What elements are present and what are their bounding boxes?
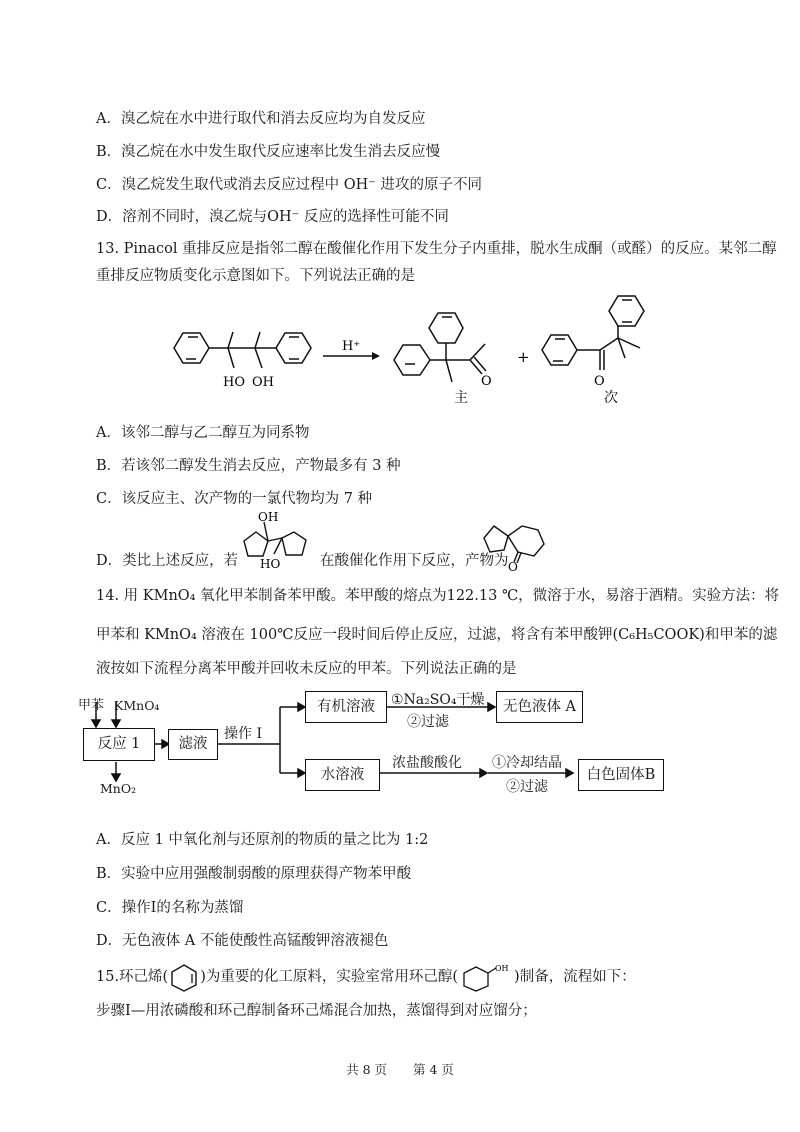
cyclohexene-structure [168,962,200,992]
q15-step-1: 步骤Ⅰ—用浓磷酸和环己醇制备环己烯混合加热，蒸馏得到对应馏分； [96,1003,537,1019]
q13-stem-line1: 13. Pinacol 重排反应是指邻二醇在酸催化作用下发生分子内重排，脱水生成酮（或醛）的反应。某邻二醇 [96,241,777,257]
hydroxyl-label: HO [223,375,245,390]
kmno4-label: KMnO₄ [114,698,160,713]
spiro-ketone-structure [478,508,550,572]
q14-option-c: C．操作I的名称为蒸馏 [96,900,244,916]
minor-product-label: 次 [604,390,618,406]
q12-option-c-text: C．溴乙烷发生取代或消去反应过程中 [96,177,340,193]
q12-option-d-text-end: 反应的选择性可能不同 [303,209,449,225]
q14-option-a: A．反应 1 中氧化剂与还原剂的物质的量之比为 1:2 [96,832,429,848]
cyclohexanol-structure [458,962,514,992]
q15-stem-start: 15.环己烯( [96,969,169,985]
acidify-step-label: 浓盐酸酸化 [392,755,462,771]
page-footer [0,1060,800,1078]
q14-stem-line2: 甲苯和 KMnO₄ 溶液在 100℃反应一段时间后停止反应，过滤，将含有苯甲酸钾(C₆H₅COOK)和甲苯的滤 [96,627,778,643]
hydroxide-ion: OH⁻ [267,209,300,225]
q13-option-d-prefix: D．类比上述反应，若 [96,553,239,569]
cyclopentane-ring-icon [244,532,268,556]
q14-stem-line3: 液按如下流程分离苯甲酸并回收未反应的甲苯。下列说法正确的是 [96,661,517,677]
q14-stem-line1: 14. 用 KMnO₄ 氧化甲苯制备苯甲酸。苯甲酸的熔点为122.13 ℃，微溶于水，易溶于酒精。实验方法：将 [96,588,780,604]
filtrate-box: 滤液 [168,729,218,760]
pinacol-reaction-scheme [0,290,800,415]
acid-catalyst-label: H⁺ [342,339,361,354]
filter-step-label: ②过滤 [506,779,548,795]
dry-step-label: ①Na₂SO₄干燥 [391,692,485,708]
q15-stem-end: )制备，流程如下： [514,969,636,985]
colorless-liquid-a-box: 无色液体 A [496,691,583,723]
cyclohexane-ring-icon [508,526,544,556]
main-product-label: 主 [454,390,468,406]
hydroxyl-label: HO [260,557,281,571]
q13-option-c: C．该反应主、次产物的一氯代物均为 7 种 [96,491,373,507]
q13-option-a: A．该邻二醇与乙二醇互为同系物 [96,425,310,441]
q14-option-d: D．无色液体 A 不能使酸性高锰酸钾溶液褪色 [96,933,389,949]
q12-option-b: B．溴乙烷在水中发生取代反应速率比发生消去反应慢 [96,144,441,160]
phenyl-ring-icon [609,296,644,326]
q13-option-d-middle: 在酸催化作用下反应，产物为 [320,553,509,569]
q14-option-b: B．实验中应用强酸制弱酸的原理获得产物苯甲酸 [96,866,412,882]
carbonyl-oxygen-label: O [594,374,605,389]
q12-option-c [96,173,482,194]
page-number-label: 第 4 页 [412,1062,454,1077]
phenyl-ring-icon [174,333,209,363]
q12-option-a: A．溴乙烷在水中进行取代和消去反应均为自发反应 [96,111,426,127]
hydroxyl-label: OH [495,964,509,973]
carbonyl-oxygen-label: O [481,374,492,389]
phenyl-ring-icon [394,345,430,375]
toluene-label: 甲苯 [78,698,105,713]
bicyclopentyl-diol-structure [228,508,318,572]
q13-stem-line2: 重排反应物质变化示意图如下。下列说法正确的是 [96,268,415,284]
cyclopentane-ring-icon [282,532,306,555]
reaction-1-box: 反应 1 [83,728,155,761]
white-solid-b-box: 白色固体B [578,759,664,791]
aqueous-solution-box: 水溶液 [305,759,380,791]
carbonyl-oxygen-label: O [508,560,518,572]
hydroxyl-label: OH [252,375,274,390]
q12-option-d [96,205,449,226]
q12-option-d-text: D．溶剂不同时，溴乙烷与 [96,209,268,225]
hydroxide-ion: OH⁻ [343,177,376,193]
q12-option-c-text-end: 进攻的原子不同 [380,177,482,193]
phenyl-ring-icon [276,333,311,363]
hydroxyl-label: OH [258,510,279,524]
total-pages-label: 共 8 页 [346,1062,388,1077]
cool-step-label: ①冷却结晶 [492,755,562,771]
phenyl-ring-icon [542,335,577,365]
organic-solution-box: 有机溶液 [305,691,387,723]
q15-stem [96,962,636,992]
operation-1-label: 操作 I [224,726,262,742]
filter-step-label: ②过滤 [407,714,449,730]
plus-sign: + [517,348,530,366]
q15-stem-middle: )为重要的化工原料，实验室常用环己醇( [200,969,459,985]
cyclopentane-ring-icon [484,526,508,552]
mno2-label: MnO₂ [100,781,137,796]
phenyl-ring-icon [429,313,463,343]
q13-option-b: B．若该邻二醇发生消去反应，产物最多有 3 种 [96,458,401,474]
